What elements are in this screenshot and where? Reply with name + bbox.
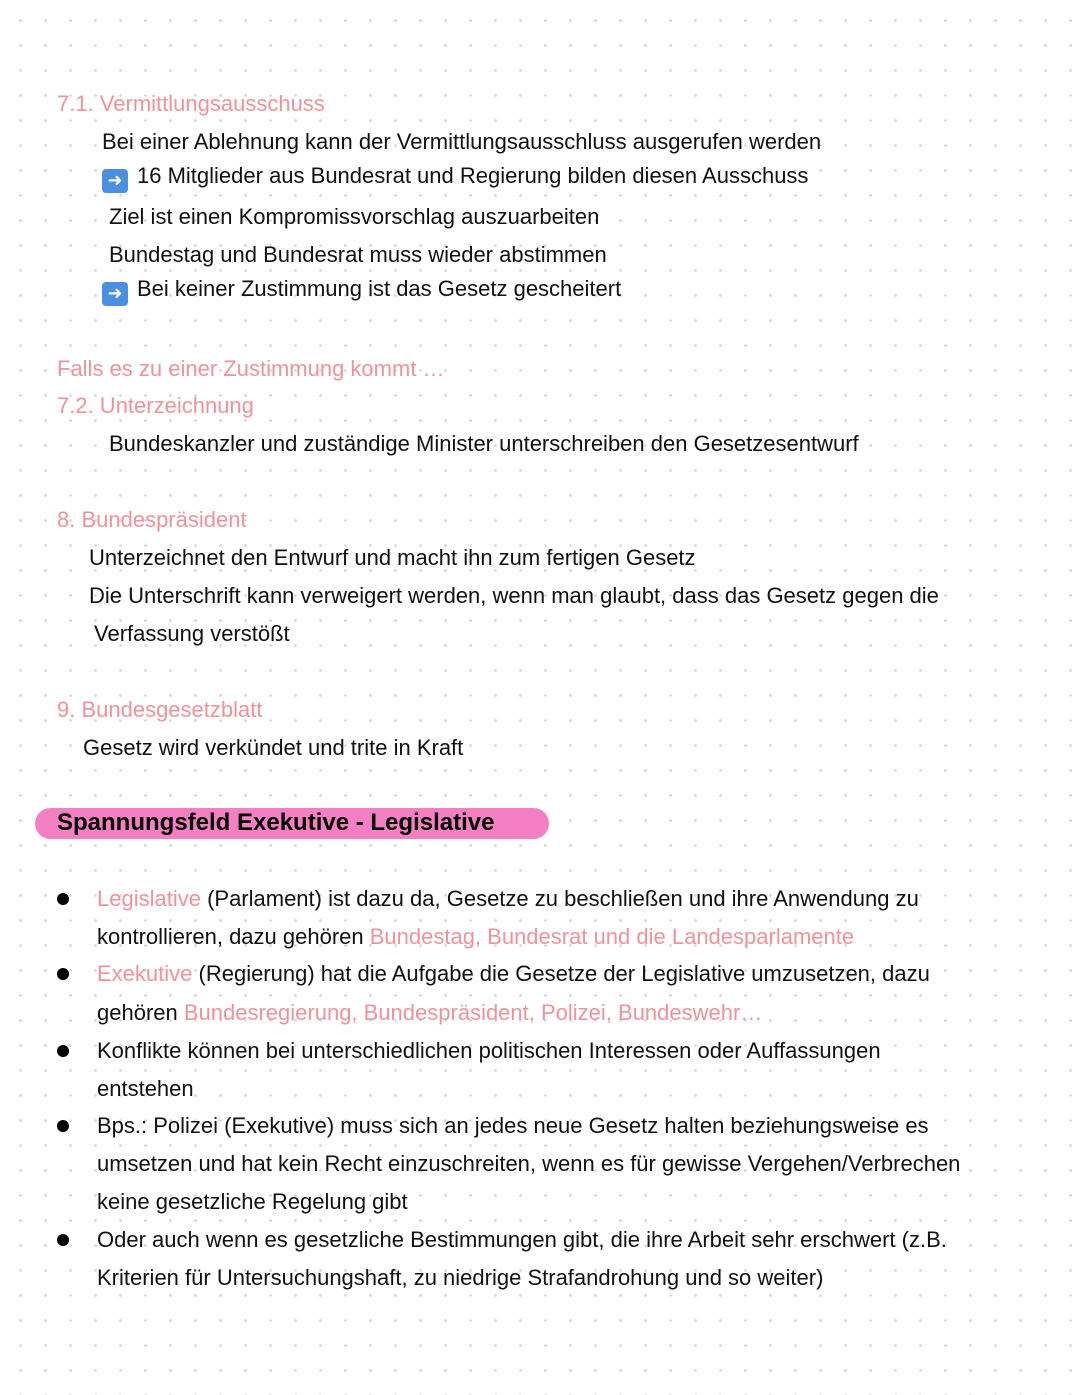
section-7-1-line: Bei einer Ablehnung kann der Vermittlungsausschluss ausgerufen werden bbox=[102, 129, 822, 154]
bullet-text: gehören bbox=[97, 1000, 184, 1025]
bullet-line bbox=[97, 960, 930, 988]
bullet-line: entstehen bbox=[97, 1076, 194, 1101]
section-9-line: Gesetz wird verkündet und trite in Kraft bbox=[83, 735, 464, 760]
section-8-line: Unterzeichnet den Entwurf und macht ihn zum fertigen Gesetz bbox=[89, 545, 696, 570]
section-8-line: Verfassung verstößt bbox=[94, 621, 290, 646]
section-7-1-line: Bundestag und Bundesrat muss wieder abstimmen bbox=[109, 242, 607, 267]
bullet-line bbox=[97, 923, 854, 951]
bullet-line: umsetzen und hat kein Recht einzuschreiten, wenn es für gewisse Vergehen/Verbrechen bbox=[97, 1151, 961, 1176]
section-7-1-arrow-line bbox=[102, 275, 621, 306]
bullet-line: Oder auch wenn es gesetzliche Bestimmungen gibt, die ihre Arbeit sehr erschwert (z.B. bbox=[97, 1227, 947, 1252]
right-arrow-icon: ➜ bbox=[102, 169, 128, 193]
section-8-title: 8. Bundespräsident bbox=[57, 507, 247, 532]
section-7-1-arrow-line bbox=[102, 162, 808, 193]
bullet-line: Kriterien für Untersuchungshaft, zu niedrige Strafandrohung und so weiter) bbox=[97, 1265, 824, 1290]
bullet-line bbox=[97, 999, 762, 1027]
section-7-1-line: 16 Mitglieder aus Bundesrat und Regierung bilden diesen Ausschuss bbox=[137, 163, 809, 188]
section-7-1-line: Bei keiner Zustimmung ist das Gesetz gescheitert bbox=[137, 276, 622, 301]
section-heading: Spannungsfeld Exekutive - Legislative bbox=[57, 809, 495, 836]
exekutive-members: Bundesregierung, Bundespräsident, Polizei, Bundeswehr… bbox=[183, 1000, 763, 1025]
bullet-line bbox=[97, 885, 919, 913]
bullet-line: keine gesetzliche Regelung gibt bbox=[97, 1189, 408, 1214]
bullet-text: (Parlament) ist dazu da, Gesetze zu beschließen und ihre Anwendung zu bbox=[200, 886, 919, 911]
section-9-title: 9. Bundesgesetzblatt bbox=[57, 697, 263, 722]
bullet-line: Konflikte können bei unterschiedlichen politischen Interessen oder Auffassungen bbox=[97, 1038, 881, 1063]
bullet-dot bbox=[57, 968, 69, 980]
section-7-2-title: 7.2. Unterzeichnung bbox=[57, 393, 254, 418]
right-arrow-icon: ➜ bbox=[102, 282, 128, 306]
bullet-line: Bps.: Polizei (Exekutive) muss sich an jedes neue Gesetz halten beziehungsweise es bbox=[97, 1113, 929, 1138]
bullet-dot bbox=[57, 1120, 69, 1132]
section-7-2-line: Bundeskanzler und zuständige Minister unterschreiben den Gesetzesentwurf bbox=[109, 431, 859, 456]
bullet-dot bbox=[57, 893, 69, 905]
section-8-line: Die Unterschrift kann verweigert werden, wenn man glaubt, dass das Gesetz gegen die bbox=[89, 583, 939, 608]
bullet-text: kontrollieren, dazu gehören bbox=[97, 924, 370, 949]
bullet-dot bbox=[57, 1045, 69, 1057]
legislative-members: Bundestag, Bundesrat und die Landesparlamente bbox=[369, 924, 855, 949]
term-legislative: Legislative bbox=[97, 886, 201, 911]
section-7-1-title: 7.1. Vermittlungsausschuss bbox=[57, 91, 325, 116]
transition-text: Falls es zu einer Zustimmung kommt … bbox=[57, 356, 445, 381]
term-exekutive: Exekutive bbox=[97, 961, 193, 986]
section-7-1-line: Ziel ist einen Kompromissvorschlag auszuarbeiten bbox=[109, 204, 600, 229]
bullet-text: (Regierung) hat die Aufgabe die Gesetze der Legislative umzusetzen, dazu bbox=[192, 961, 930, 986]
bullet-dot bbox=[57, 1234, 69, 1246]
